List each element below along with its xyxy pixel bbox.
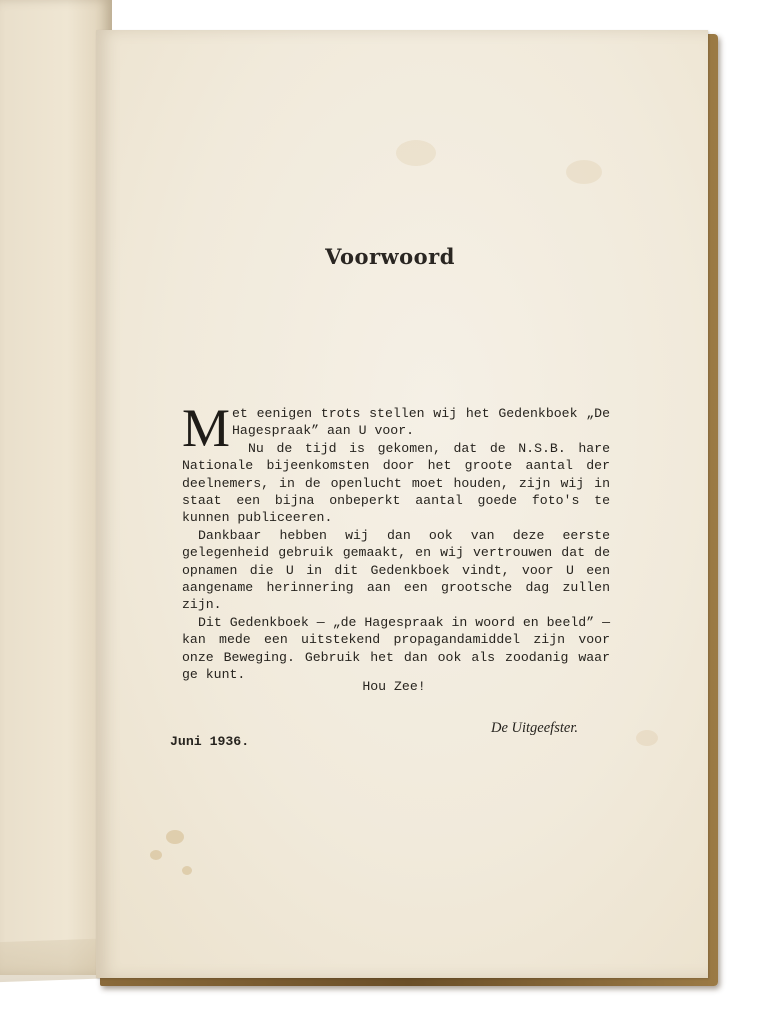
foxing-spot [182,866,192,875]
page-title: Voorwoord [325,244,455,269]
foxing-spot [166,830,184,844]
paragraph-1 [182,398,610,458]
foreword-body [182,398,610,684]
salutation: Hou Zee! [362,679,426,694]
foxing-spot [396,140,436,166]
paragraph-4: Dit Gedenkboek — „de Hagespraak in woord en beeld” — kan mede een uitstekend propagandamiddel zijn voor onze Beweging. Gebruik het dan ook als zoodanig waar ge kunt. [182,614,610,683]
foxing-spot [636,730,658,746]
drop-cap: M [182,398,231,458]
paragraph-2: Nu de tijd is gekomen, dat de N.S.B. hare Nationale bijeenkomsten door het groote aantal der deelnemers, in de openlucht moet houden, zijn wij in staat een bijna onbeperkt aantal goede foto's te kunnen publiceeren. [182,440,610,526]
foxing-spot [566,160,602,184]
paragraph-3: Dankbaar hebben wij dan ook van deze eerste gelegenheid gebruik gemaakt, en wij vertrouwen dat de opnamen die U in dit Gedenkboek vindt, voor U een aangename herinnering aan een grootsche dag zullen zijn. [182,527,610,613]
paragraph-1-text: et eenigen trots stellen wij het Gedenkboek „De Hagespraak” aan U voor. [232,406,610,439]
foxing-spot [150,850,162,860]
date-line: Juni 1936. [170,734,250,749]
publisher-signature: De Uitgeefster. [491,720,578,736]
